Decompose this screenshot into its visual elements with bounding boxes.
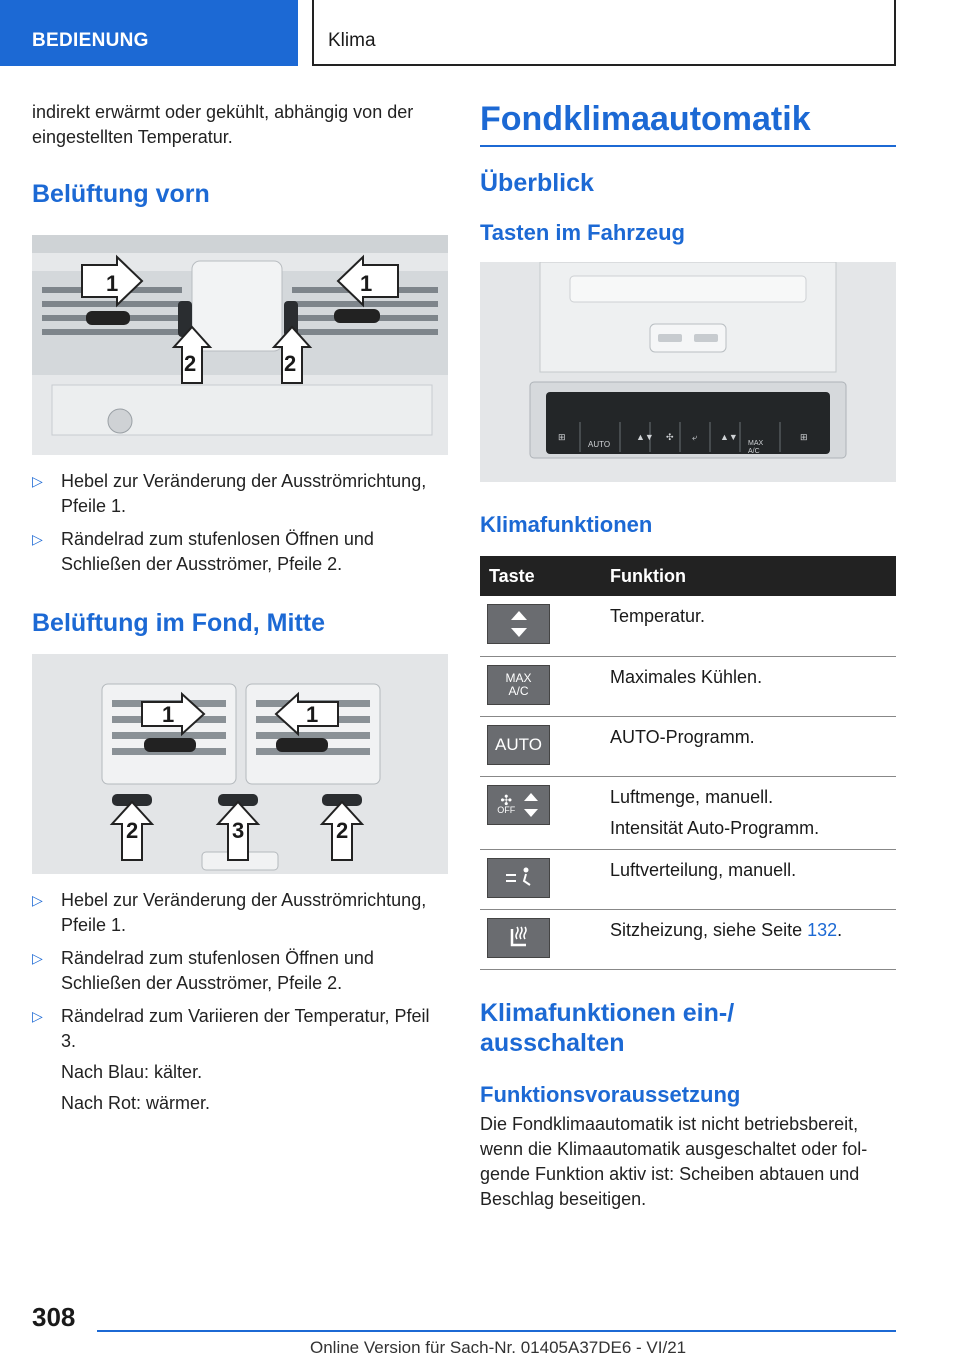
page-number: 308 — [32, 1302, 76, 1332]
table-row — [480, 849, 896, 909]
callout-2-right: 2 — [284, 351, 297, 376]
table-header-row — [480, 556, 896, 596]
svg-text:▲▼: ▲▼ — [720, 432, 738, 442]
table-row — [480, 596, 896, 656]
panel-maxac-label: MAX A/C — [748, 440, 764, 455]
note-blue: Nach Blau: kälter. — [61, 1062, 203, 1082]
list-item: ▷ Hebel zur Veränderung der Ausströmrichtung, Pfeile 1. — [32, 471, 427, 516]
callout-1-right: 1 — [360, 271, 373, 296]
list-item: ▷ Rändelrad zum stufenlosen Öffnen und Schließen der Ausströmer, Pfeile 2. — [32, 948, 374, 993]
svg-text:⊞: ⊞ — [800, 432, 808, 442]
rear-vents-list — [32, 888, 448, 1116]
svg-text:▲▼: ▲▼ — [636, 432, 654, 442]
callout-1-right: 1 — [306, 702, 319, 727]
voraussetzung-paragraph: Die Fondklimaautomatik ist nicht betriebsbereit, wenn die Klimaautomatik ausgeschaltet oder folgende Funktion aktiv ist: Scheiben abtauen und Beschlag beseitigen. — [480, 1113, 868, 1209]
fan-icon: ✣ — [500, 791, 513, 808]
heading-funktionsvoraussetzung: Funktionsvoraussetzung — [480, 1081, 741, 1107]
triangle-bullet-icon: ▷ — [32, 531, 43, 547]
list-item: ▷ Rändelrad zum Variieren der Temperatur, Pfeil 3. Nach Blau: kälter. Nach Rot: wärmer. — [32, 1004, 448, 1116]
footer-version-text: Online Version für Sach-Nr. 01405A37DE6 - VI/21 — [310, 1338, 687, 1357]
heading-belueftung-vorn: Belüftung vorn — [32, 180, 210, 208]
figure-front-vents — [32, 235, 448, 455]
function-text: Sitzheizung, siehe Seite — [610, 919, 808, 940]
svg-text:⊞: ⊞ — [558, 432, 566, 442]
fan-off-icon: ✣ OFF — [487, 785, 550, 825]
front-vents-illustration — [32, 235, 448, 455]
panel-auto-label: AUTO — [588, 440, 611, 449]
callout-2-left: 2 — [184, 351, 197, 376]
seat-heating-icon — [487, 918, 550, 958]
function-text: Luftverteilung, manuell. — [610, 859, 797, 880]
left-column — [32, 100, 448, 1124]
heading-fondklimaautomatik: Fondklimaautomatik — [480, 100, 896, 147]
list-item: ▷ Hebel zur Veränderung der Ausströmrichtung, Pfeile 1. — [32, 890, 427, 935]
heading-tasten: Tasten im Fahrzeug — [480, 220, 685, 245]
auto-icon: AUTO — [487, 725, 550, 765]
callout-1-left: 1 — [106, 271, 119, 296]
callout-1-left: 1 — [162, 702, 175, 727]
figure-control-panel — [480, 262, 896, 482]
control-panel-illustration — [480, 262, 896, 482]
column-header-funktion: Funktion — [610, 556, 896, 596]
triangle-bullet-icon: ▷ — [32, 892, 43, 908]
table-row: Sitzheizung, siehe Seite 132. — [480, 909, 896, 969]
page-reference-link[interactable]: 132 — [807, 919, 838, 940]
note-red: Nach Rot: wärmer. — [61, 1093, 211, 1113]
heading-belueftung-fond: Belüftung im Fond, Mitte — [32, 609, 326, 637]
table-row — [480, 656, 896, 716]
list-item: ▷ Rändelrad zum stufenlosen Öffnen und Schließen der Ausströmer, Pfeile 2. — [32, 529, 374, 574]
callout-2-left: 2 — [126, 818, 139, 843]
klimafunktionen-table — [480, 556, 896, 970]
function-text: Intensität Auto-Programm. — [610, 817, 820, 838]
footer-divider — [97, 1330, 896, 1332]
temp-arrows-icon — [487, 604, 550, 644]
function-text: Maximales Kühlen. — [610, 666, 763, 687]
intro-paragraph: indirekt erwärmt oder gekühlt, abhängig von der eingestellten Temperatur. — [32, 102, 414, 147]
chapter-title: Klima — [312, 0, 896, 66]
triangle-bullet-icon: ▷ — [32, 950, 43, 966]
front-vents-list — [32, 469, 448, 577]
triangle-bullet-icon: ▷ — [32, 473, 43, 489]
function-text: Luftmenge, manuell. — [610, 786, 774, 807]
column-header-taste: Taste — [480, 556, 610, 596]
heading-ueberblick: Überblick — [480, 169, 594, 197]
heading-klimafunktionen: Klimafunktionen — [480, 512, 653, 537]
table-row — [480, 716, 896, 776]
air-distribution-icon — [487, 858, 550, 898]
callout-3-center: 3 — [232, 818, 245, 843]
function-text: Temperatur. — [610, 606, 706, 626]
right-column — [480, 100, 896, 1212]
figure-rear-vents — [32, 654, 448, 874]
svg-text:✣: ✣ — [666, 432, 674, 442]
max-ac-icon: MAX A/C — [487, 665, 550, 705]
table-row — [480, 776, 896, 849]
callout-2-right: 2 — [336, 818, 349, 843]
heading-ein-ausschalten: Klimafunktionen ein-/ ausschalten — [480, 998, 735, 1057]
function-text: AUTO-Programm. — [610, 726, 755, 747]
triangle-bullet-icon: ▷ — [32, 1008, 43, 1024]
section-tab: BEDIENUNG — [0, 0, 298, 66]
svg-text:⤶: ⤶ — [692, 432, 698, 442]
